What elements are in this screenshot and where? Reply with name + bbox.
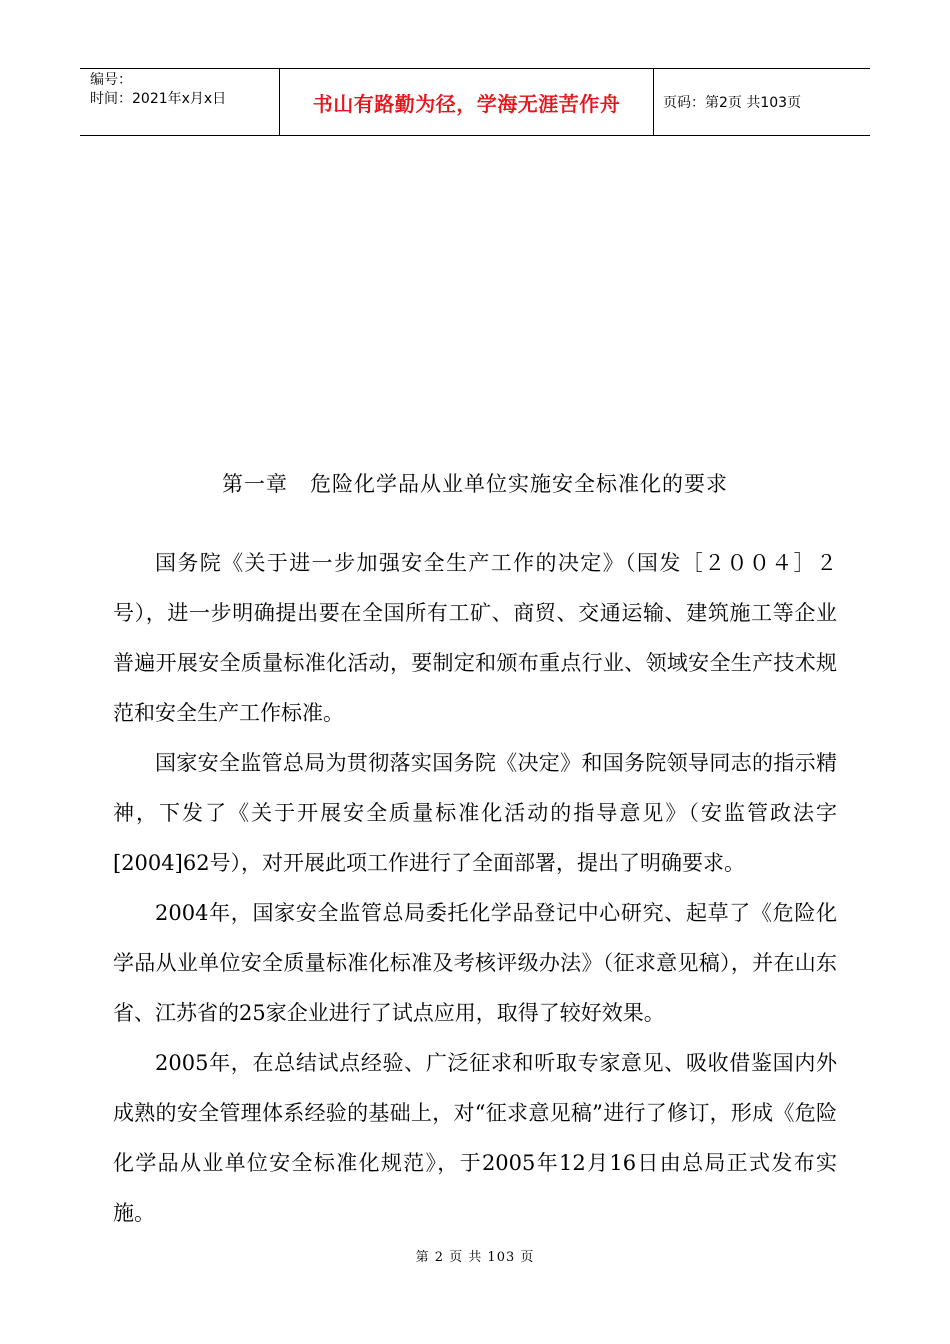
- header-meta-cell: [80, 69, 280, 135]
- paragraph: 国家安全监管总局为贯彻落实国务院《决定》和国务院领导同志的指示精神，下发了《关于开展安全质量标准化活动的指导意见》（安监管政法字[2004]62号），对开展此项工作进行了全面部署，提出了明确要求。: [113, 751, 837, 875]
- page-header: [80, 68, 870, 136]
- header-number-label: 编号：: [90, 72, 132, 88]
- chapter-title: 第一章 危险化学品从业单位实施安全标准化的要求: [222, 472, 728, 496]
- header-motto: 书山有路勤为径，学海无涯苦作舟: [280, 69, 654, 135]
- paragraph: 2005年，在总结试点经验、广泛征求和听取专家意见、吸收借鉴国内外成熟的安全管理体系经验的基础上，对“征求意见稿”进行了修订，形成《危险化学品从业单位安全标准化规范》，于2005年12月16日由总局正式发布实施。: [113, 1051, 837, 1225]
- header-page-info: 页码：第2页 共103页: [663, 95, 802, 111]
- page-footer: 第 2 页 共 103 页: [415, 1250, 535, 1265]
- paragraph: 国务院《关于进一步加强安全生产工作的决定》（国发［２００４］２号），进一步明确提出要在全国所有工矿、商贸、交通运输、建筑施工等企业普遍开展安全质量标准化活动，要制定和颁布重点行业、领域安全生产技术规范和安全生产工作标准。: [113, 551, 837, 725]
- document-body: [113, 538, 837, 1238]
- header-date-label: 时间：2021年x月x日: [90, 91, 227, 107]
- paragraph: 2004年，国家安全监管总局委托化学品登记中心研究、起草了《危险化学品从业单位安全质量标准化标准及考核评级办法》（征求意见稿），并在山东省、江苏省的25家企业进行了试点应用，取得了较好效果。: [113, 901, 837, 1025]
